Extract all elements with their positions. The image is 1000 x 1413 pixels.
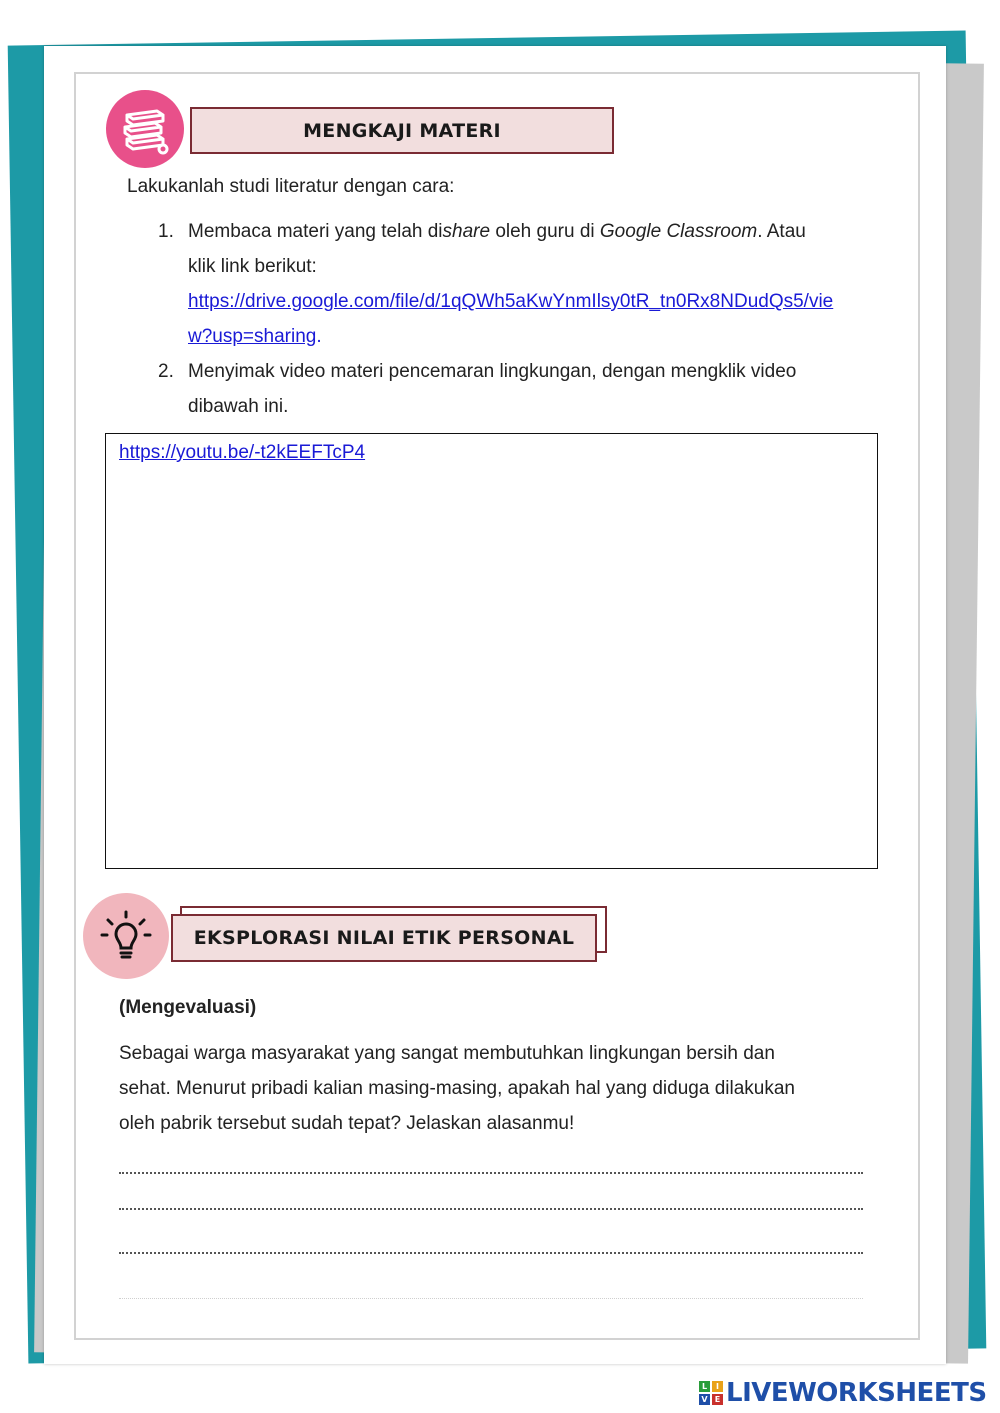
drive-link-line2[interactable]: w?usp=sharing [188,326,317,347]
liveworksheets-logo [698,1378,987,1408]
list-item-1-line1: Membaca materi yang telah dishare oleh guru di Google Classroom. Atau [188,221,806,242]
list-number: 2. [158,361,174,382]
answer-line[interactable] [119,1250,863,1254]
section-subtitle: (Mengevaluasi) [119,997,257,1018]
answer-line[interactable] [119,1206,863,1210]
drive-link-line2-wrap: w?usp=sharing. [188,326,322,347]
video-embed-box[interactable] [105,433,878,869]
logo-badge-icon: L I V E [698,1380,724,1406]
question-line1: Sebagai warga masyarakat yang sangat membutuhkan lingkungan bersih dan [119,1043,775,1064]
lightbulb-icon [83,893,169,979]
books-icon [106,90,184,168]
section-title-eksplorasi: EKSPLORASI NILAI ETIK PERSONAL [171,914,597,962]
youtube-link[interactable]: https://youtu.be/-t2kEEFTcP4 [119,442,366,463]
question-line3: oleh pabrik tersebut sudah tepat? Jelaskan alasanmu! [119,1113,575,1134]
brand-text: LIVEWORKSHEETS [726,1378,987,1408]
list-item-1-line2: klik link berikut: [188,256,317,277]
answer-line[interactable] [119,1170,863,1174]
answer-line[interactable] [119,1296,863,1299]
section-title-mengkaji-materi: MENGKAJI MATERI [190,107,614,154]
list-number: 1. [158,221,174,242]
intro-text: Lakukanlah studi literatur dengan cara: [127,176,455,197]
question-line2: sehat. Menurut pribadi kalian masing-masing, apakah hal yang diduga dilakukan [119,1078,795,1099]
list-item-2-line2: dibawah ini. [188,396,289,417]
list-item-2-line1: Menyimak video materi pencemaran lingkungan, dengan mengklik video [188,361,797,382]
drive-link-line1[interactable]: https://drive.google.com/file/d/1qQWh5aKwYnmIlsy0tR_tn0Rx8NDudQs5/vie [188,291,834,312]
